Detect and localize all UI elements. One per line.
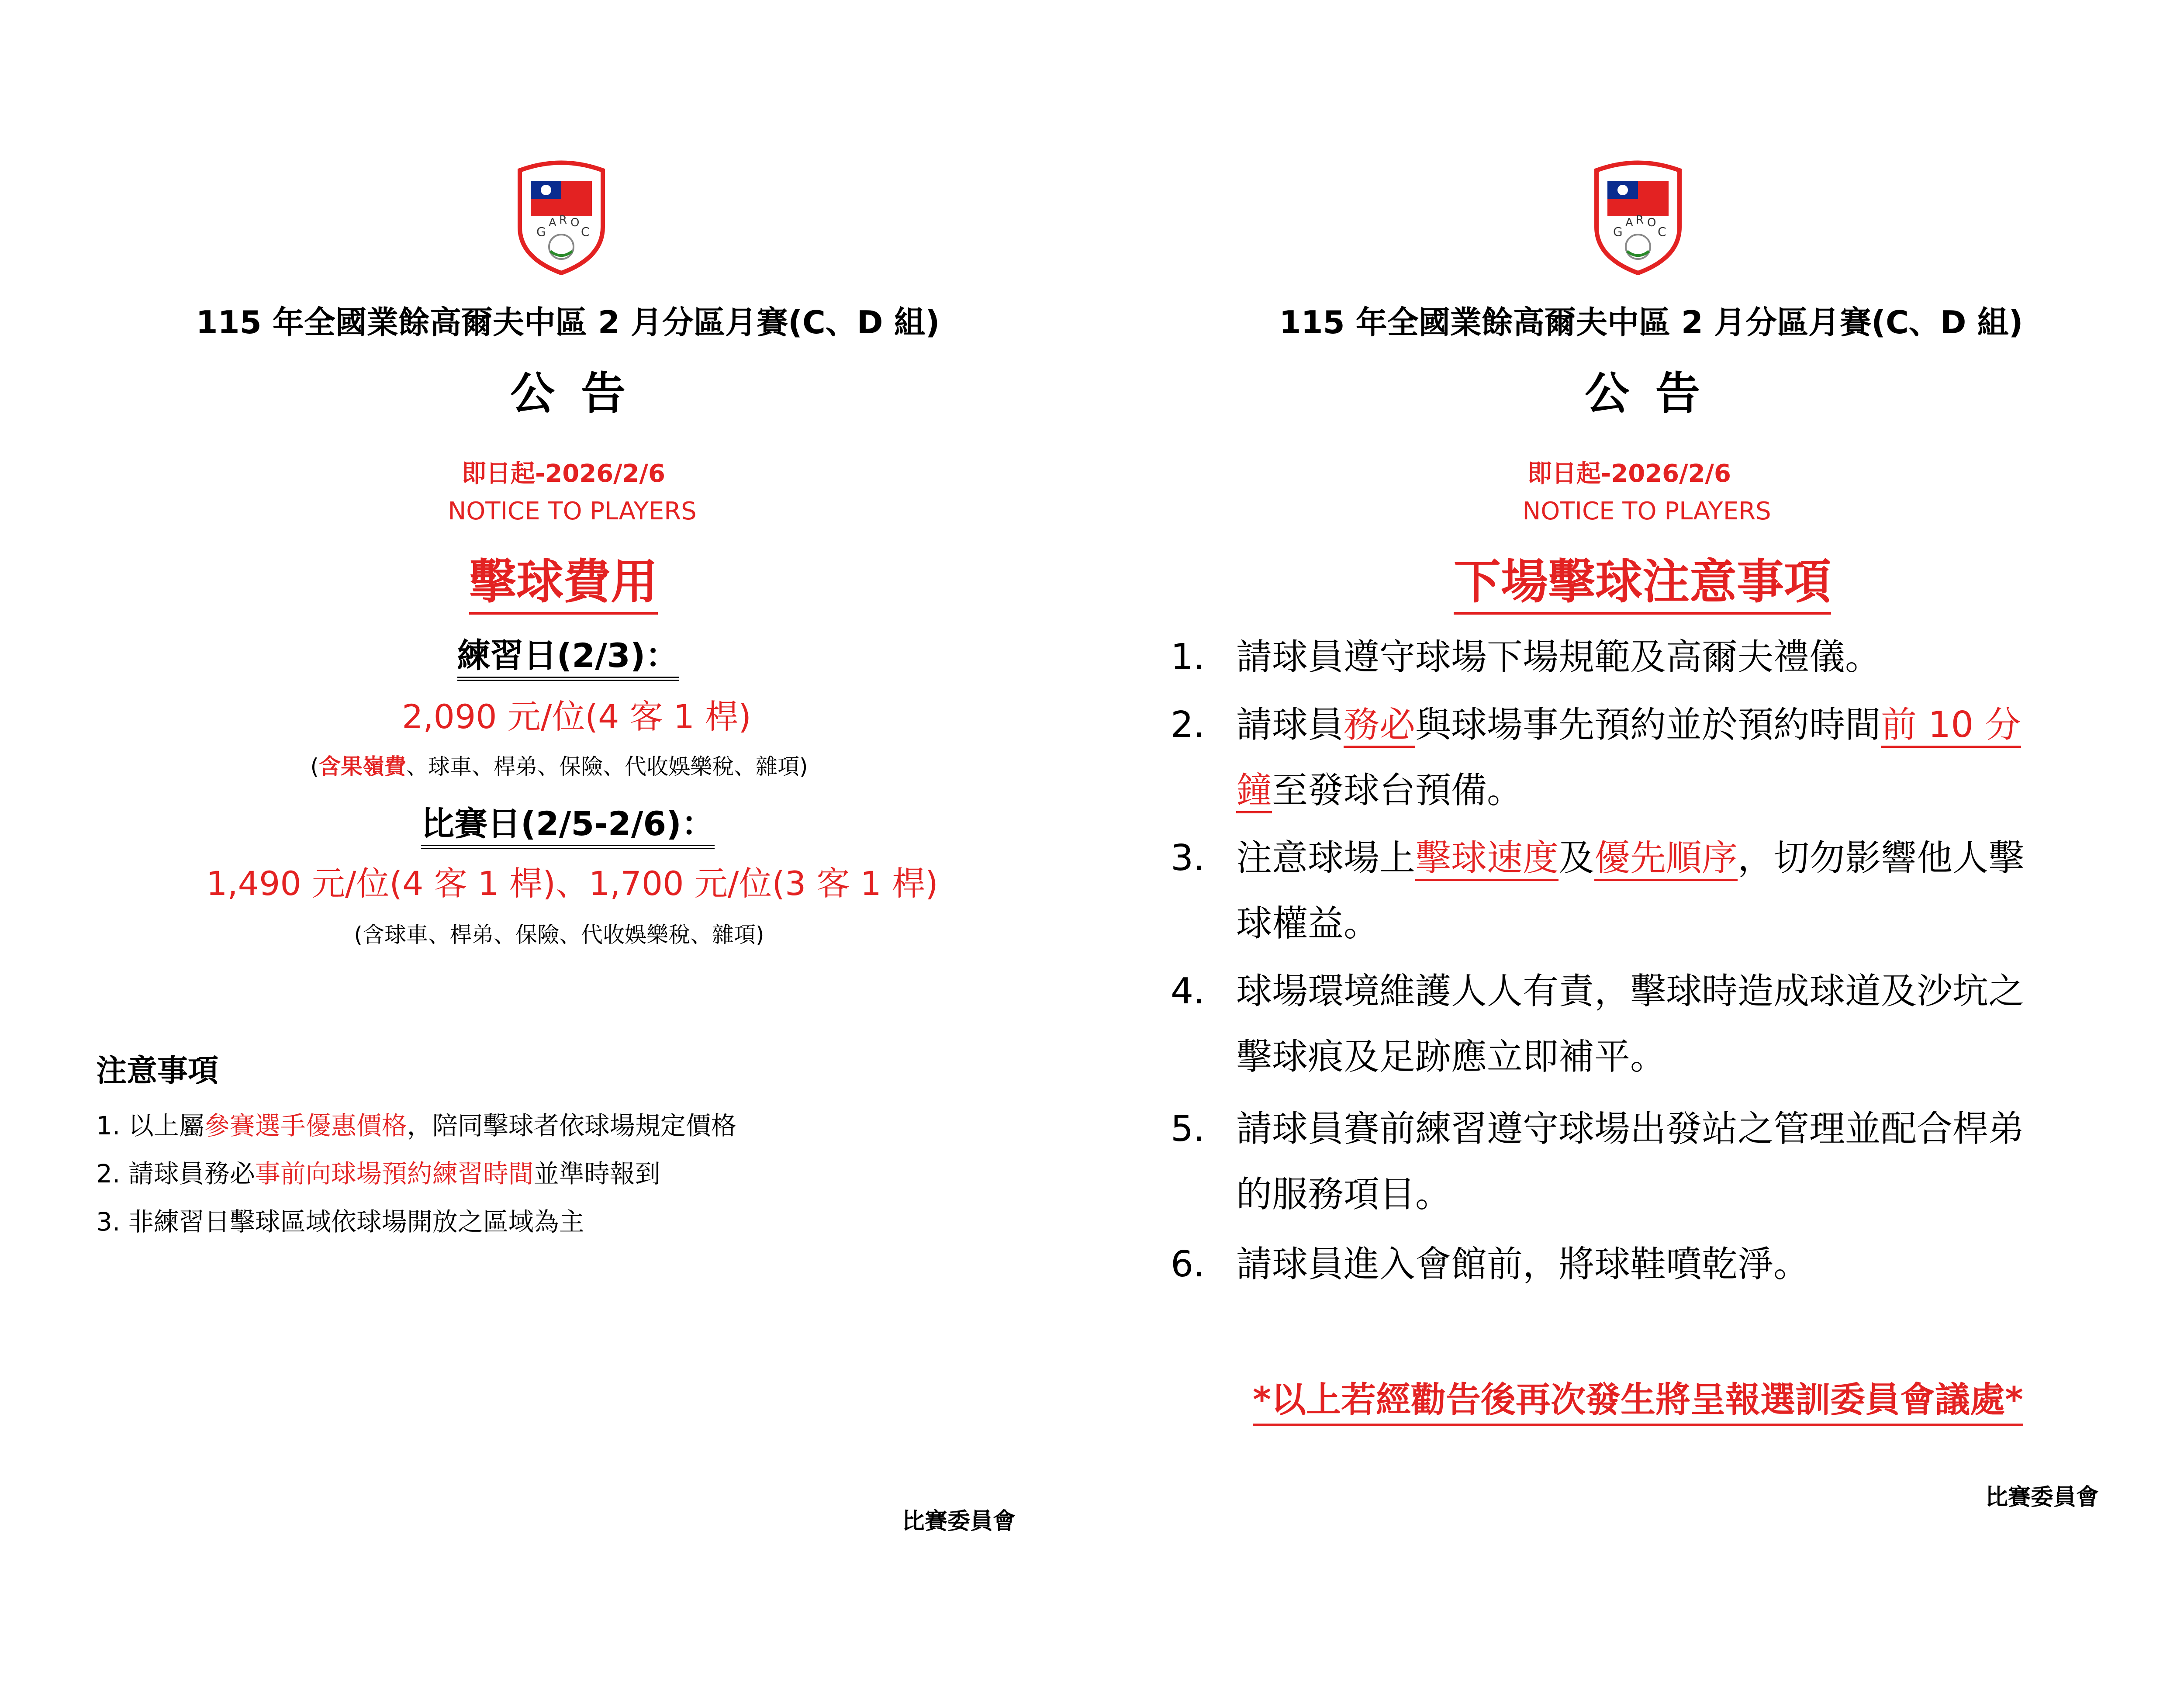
rule-item-4: 4. 球場環境維護人人有責，擊球時造成球道及沙坑之 擊球痕及足跡應立即補平。 [1171, 971, 2025, 1078]
rule-item-6: 6. 請球員進入會館前，將球鞋噴乾淨。 [1171, 1244, 1810, 1285]
svg-text:G: G [1613, 225, 1623, 239]
svg-text:A: A [549, 216, 556, 229]
left-section-title: 擊球費用 [469, 555, 658, 615]
match-day-label: 比賽日(2/5-2/6)： [421, 804, 715, 849]
warning-line: *以上若經勸告後再次發生將呈報選訓委員會議處* [1253, 1379, 2023, 1426]
svg-text:G: G [536, 225, 546, 239]
practice-day-label: 練習日(2/3)： [457, 636, 679, 681]
left-date-line: 即日起-2026/2/6 [462, 460, 665, 488]
right-notice-line: NOTICE TO PLAYERS [1522, 497, 1771, 525]
svg-text:R: R [559, 214, 567, 227]
rule-item-2: 2. 請球員務必與球場事先預約並於預約時間前 10 分 鐘至發球台預備。 [1171, 692, 2132, 823]
svg-text:O: O [570, 216, 580, 229]
note-item: 1. 以上屬參賽選手優惠價格，陪同擊球者依球場規定價格 [96, 1111, 736, 1141]
right-committee: 比賽委員會 [1985, 1484, 2099, 1510]
svg-text:C: C [581, 225, 590, 239]
practice-inclusions: (含果嶺費、球車、桿弟、保險、代收娛樂稅、雜項) [310, 754, 808, 779]
garoc-emblem-right [1588, 157, 1688, 275]
right-date-line: 即日起-2026/2/6 [1527, 460, 1731, 488]
svg-text:C: C [1658, 225, 1666, 239]
practice-price: 2,090 元/位(4 客 1 桿) [402, 697, 751, 736]
left-committee: 比賽委員會 [902, 1508, 1016, 1535]
rule-item-3: 3. 注意球場上擊球速度及優先順序，切勿影響他人擊 球權益。 [1171, 837, 2025, 944]
left-announcement: 公告 [510, 368, 652, 420]
right-announcement: 公告 [1585, 368, 1726, 420]
garoc-emblem-left [511, 157, 612, 275]
note-item: 2. 請球員務必事前向球場預約練習時間並準時報到 [96, 1159, 660, 1189]
right-section-title: 下場擊球注意事項 [1454, 555, 1831, 615]
svg-text:A: A [1625, 216, 1633, 229]
left-title: 115 年全國業餘高爾夫中區 2 月分區月賽(C、D 組) [196, 304, 940, 341]
right-title: 115 年全國業餘高爾夫中區 2 月分區月賽(C、D 組) [1279, 304, 2023, 341]
note-item: 3. 非練習日擊球區域依球場開放之區域為主 [96, 1207, 584, 1237]
svg-text:R: R [1636, 214, 1644, 227]
match-price: 1,490 元/位(4 客 1 桿)、1,700 元/位(3 客 1 桿) [206, 864, 938, 903]
notes-title: 注意事項 [96, 1053, 218, 1089]
svg-text:O: O [1647, 216, 1656, 229]
match-inclusions: (含球車、桿弟、保險、代收娛樂稅、雜項) [354, 922, 764, 947]
rule-item-1: 1. 請球員遵守球場下場規範及高爾夫禮儀。 [1171, 636, 1881, 678]
rule-item-5: 5. 請球員賽前練習遵守球場出發站之管理並配合桿弟 的服務項目。 [1171, 1108, 2025, 1215]
left-notice-line: NOTICE TO PLAYERS [448, 497, 697, 525]
